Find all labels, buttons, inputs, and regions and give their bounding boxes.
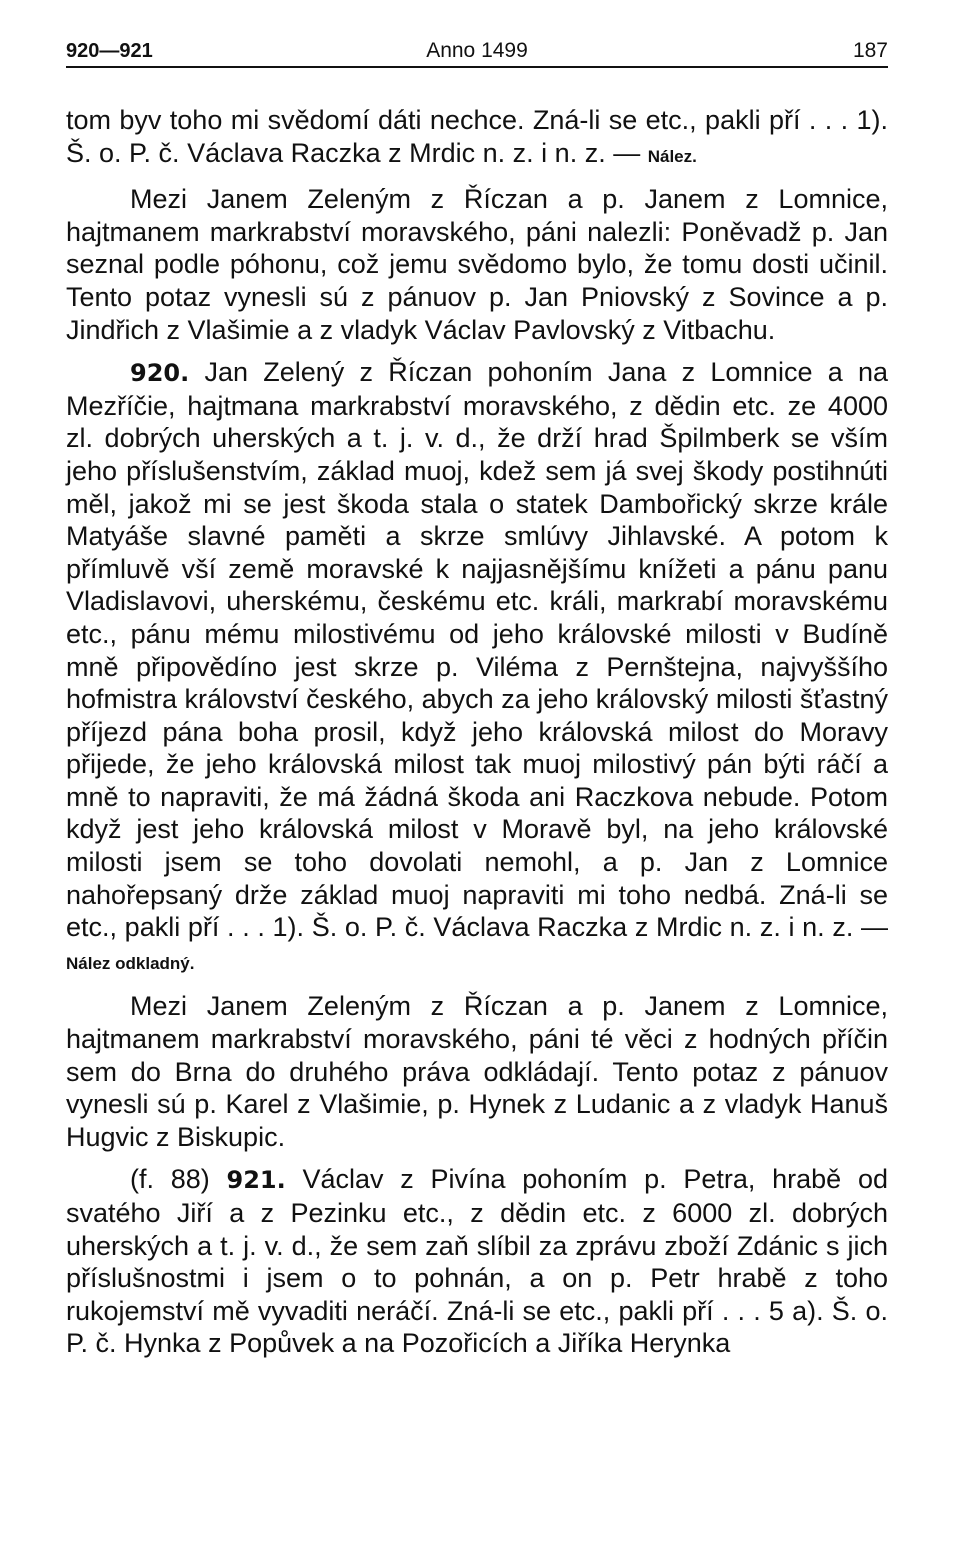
- entry-920: [66, 356, 888, 980]
- paragraph-text: Jan Zelený z Říczan pohoním Jana z Lomnice a na Mezříčie, hajtmana markrabství moravského, z dědin etc. ze 4000 zl. dobrých uherských a t. j. v. d., že drží hrad Špilmberk se vším jeho příslušenstvím, základ muoj, kdež sem já svej škody postihnúti měl, jakož mi se jest škoda stala o statek Dambořický skrze krále Matyáše slavné paměti a skrze smlúvy Jihlavské. A potom k přímluvě vší země moravské k najjasnějšímu knížeti a pánu panu Vladislavovi, uherskému, českému etc. králi, markrabí moravskému etc., pánu mému milostivému od jeho královské milosti v Budíně mně připovědíno jest skrze p. Viléma z Pernštejna, najvyššího hofmistra království českého, abych za jeho královský milosti šťastný příjezd pána boha prosil, když jeho královská milost do Moravy přijede, že jeho královská milost tak muoj milostivý pán býti ráčí a mně to napraviti, že má žádná škoda ani Raczkova nebude. Potom když jest jeho královská milost v Moravě byl, na jeho královské milosti jsem se toho dovolati nemohl, a p. Jan z Lomnice nahořepsaný drže základ muoj napraviti mi toho nedbá. Zná-li se etc., pakli pří . . . 1). Š. o. P. č. Václava Raczka z Mrdic n. z. i n. z. —: [66, 357, 888, 943]
- page-number: 187: [852, 39, 888, 62]
- paragraph-text: Václav z Pivína pohoním p. Petra, hrabě od svatého Jiří a z Pezinku etc., z dědin etc. z 6000 zl. dobrých uherských a t. j. v. d., že sem zaň slíbil za zprávu zboží Zdánic s jich příslušnostmi i jsem o to pohnán, a on p. Petr hrabě z toho rukojemství mě vyvaditi neráčí. Zná-li se etc., pakli pří . . . 5 a). Š. o. P. č. Hynka z Popůvek a na Pozořicích a Jiříka Herynka: [66, 1164, 888, 1359]
- section-range: 920—921: [66, 40, 153, 62]
- entry-921: [66, 1163, 888, 1360]
- paragraph-text: Mezi Janem Zeleným z Říczan a p. Janem z Lomnice, hajtmanem markrabství moravského, páni nalezli: Poněvadž p. Jan seznal podle póhonu, což jemu svědomo bylo, že tomu dosti učinil. Tento potaz vynesli sú z pánuov p. Jan Pniovský z Sovince a p. Jindřich z Vlašimie a z vladyk Václav Pavlovský z Vitbachu.: [66, 184, 888, 345]
- entry-number: 920.: [130, 359, 190, 388]
- verdict-tag: Nález.: [647, 146, 697, 166]
- running-header: [66, 36, 888, 68]
- header-title: Anno 1499: [426, 39, 528, 62]
- paragraph-text: tom byv toho mi svědomí dáti nechce. Zná-li se etc., pakli pří . . . 1). Š. o. P. č. Václava Raczka z Mrdic n. z. i n. z. —: [66, 105, 888, 168]
- paragraph-2: [66, 183, 888, 346]
- verdict-tag: Nález odkladný.: [66, 953, 195, 973]
- paragraph-1: [66, 104, 888, 173]
- paragraph-4: [66, 990, 888, 1153]
- folio-reference: (f. 88): [130, 1164, 210, 1195]
- entry-number: 921.: [226, 1166, 286, 1195]
- page-body: [66, 104, 888, 1360]
- paragraph-text: Mezi Janem Zeleným z Říczan a p. Janem z Lomnice, hajtmanem markrabství moravského, páni té věci z hodných příčin sem do Brna do druhého práva odkládají. Tento potaz z pánuov vynesli sú p. Karel z Vlašimie, p. Hynek z Ludanic a z vladyk Hanuš Hugvic z Biskupic.: [66, 991, 888, 1152]
